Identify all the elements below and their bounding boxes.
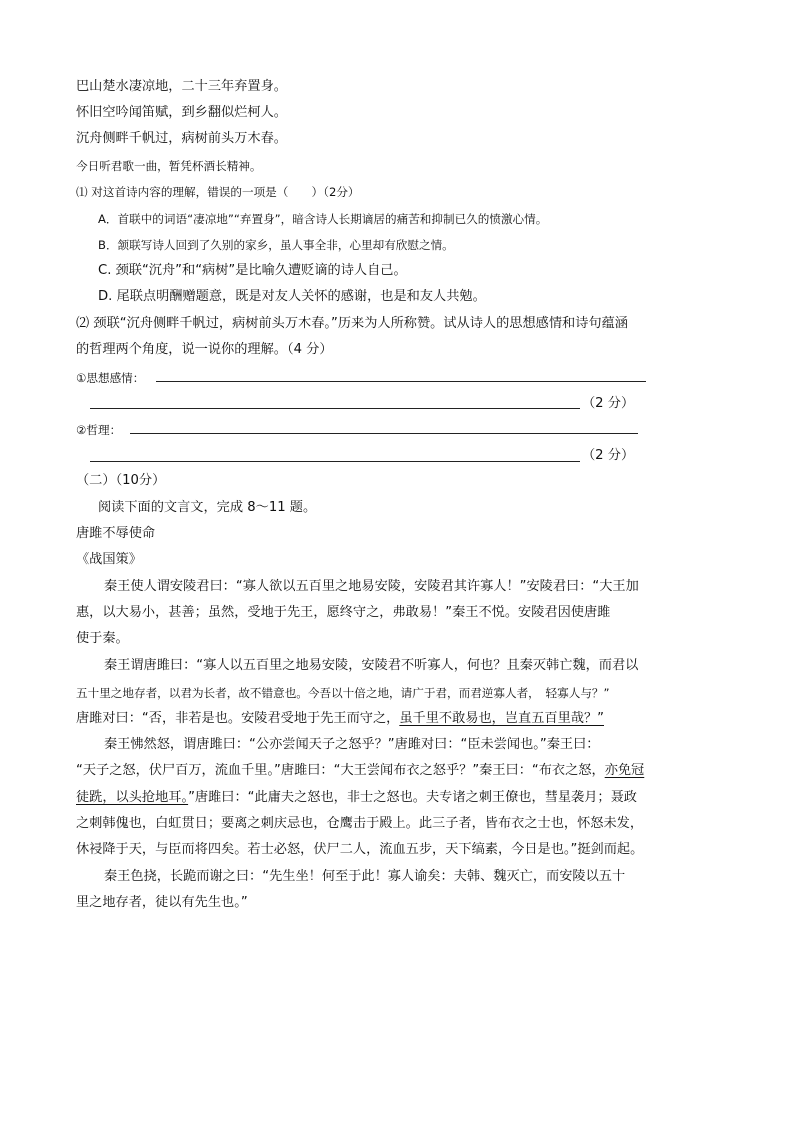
answer-1-points: （2 分）: [582, 396, 635, 411]
answer-2-blank-line-2[interactable]: [90, 461, 580, 462]
paragraph-1-line-3: 使于秦。: [76, 631, 129, 646]
section-2-instruction: 阅读下面的文言文，完成 8～11 题。: [98, 500, 317, 515]
answer-2-label: ②哲理：: [76, 423, 122, 437]
paragraph-3-line-1: 秦王怫然怒，谓唐雎曰：“公亦尝闻天子之怒乎？”唐雎对曰：“臣未尝闻也。”秦王曰：: [104, 737, 600, 752]
paragraph-3-line-4: 之刺韩傀也，白虹贯日；要离之刺庆忌也，仓鹰击于殿上。此三子者，皆布衣之士也，怀怒未发，: [76, 816, 644, 831]
poem-line-4: 今日听君歌一曲，暂凭杯酒长精神。: [76, 159, 262, 173]
passage-title: 唐雎不辱使命: [76, 526, 156, 541]
paragraph-3-line-2-text: “天子之怒，伏尸百万，流血千里。”唐雎曰：“大王尝闻布衣之怒乎？”秦王曰：“布衣之怒，: [76, 763, 605, 778]
underlined-sentence-2-part-1: 亦免冠: [604, 763, 645, 778]
option-a: A．首联中的词语“凄凉地”“弃置身”，暗含诗人长期谪居的痛苦和抑制已久的愤激心情。: [98, 212, 548, 226]
option-b: B．颔联写诗人回到了久别的家乡，虽人事全非，心里却有欣慰之情。: [98, 238, 454, 252]
option-c: C. 颈联“沉舟”和“病树”是比喻久遭贬谪的诗人自己。: [98, 263, 407, 278]
poem-line-2: 怀旧空吟闻笛赋，到乡翻似烂柯人。: [76, 105, 287, 120]
paragraph-1-line-2: 惠，以大易小，甚善；虽然，受地于先王，愿终守之，弗敢易！”秦王不悦。安陵君因使唐雎: [76, 605, 611, 620]
paragraph-3-line-3: [76, 789, 637, 807]
passage-source: 《战国策》: [76, 552, 142, 567]
paragraph-4-line-1: 秦王色挠，长跪而谢之曰：“先生坐！何至于此！寡人谕矣：夫韩、魏灭亡，而安陵以五十: [104, 869, 626, 884]
paragraph-3-line-2: [76, 762, 644, 780]
answer-1-blank-line-1[interactable]: [156, 381, 646, 382]
question-2-stem-line-1: ⑵ 颈联“沉舟侧畔千帆过，病树前头万木春。”历来为人所称赞。试从诗人的思想感情和诗句蕴涵: [76, 316, 628, 331]
answer-1-blank-line-2[interactable]: [90, 408, 580, 409]
poem-line-3: 沉舟侧畔千帆过，病树前头万木春。: [76, 131, 287, 146]
question-1-stem: ⑴ 对这首诗内容的理解，错误的一项是（ ）（2分）: [76, 185, 360, 199]
paragraph-2-line-3-text: 唐雎对曰：“否，非若是也。安陵君受地于先王而守之，: [76, 711, 400, 726]
answer-1-label: ①思想感情：: [76, 371, 145, 385]
answer-2-points: （2 分）: [582, 448, 635, 463]
paragraph-1-line-1: 秦王使人谓安陵君曰：“寡人欲以五百里之地易安陵，安陵君其许寡人！”安陵君曰：“大王加: [104, 579, 639, 594]
underlined-sentence-2-part-2: 徒跣，以头抢地耳。: [76, 790, 189, 805]
paragraph-2-line-3: [76, 710, 604, 728]
underlined-sentence-1: 虽千里不敢易也，岂直五百里哉？”: [399, 711, 604, 726]
poem-line-1: 巴山楚水凄凉地，二十三年弃置身。: [76, 79, 287, 94]
question-2-stem-line-2: 的哲理两个角度，说一说你的理解。（4 分）: [76, 342, 333, 357]
answer-2-blank-line-1[interactable]: [130, 433, 638, 434]
paragraph-3-line-3-text: ”唐雎曰：“此庸夫之怒也，非士之怒也。夫专诸之刺王僚也，彗星袭月；聂政: [188, 790, 637, 805]
paragraph-3-line-5: 休祲降于天，与臣而将四矣。若士必怒，伏尸二人，流血五步，天下缟素，今日是也。”挺剑而起。: [76, 842, 644, 857]
option-d: D. 尾联点明酬赠题意，既是对友人关怀的感谢，也是和友人共勉。: [98, 289, 486, 304]
paragraph-2-line-1: 秦王谓唐雎曰：“寡人以五百里之地易安陵，安陵君不听寡人，何也？且秦灭韩亡魏，而君以: [104, 658, 639, 673]
paragraph-2-line-2: 五十里之地存者，以君为长者，故不错意也。今吾以十倍之地，请广于君，而君逆寡人者， 轻寡人与？”: [76, 686, 610, 700]
section-2-heading: （二）（10分）: [76, 473, 166, 488]
paragraph-4-line-2: 里之地存者，徒以有先生也。”: [76, 895, 248, 910]
